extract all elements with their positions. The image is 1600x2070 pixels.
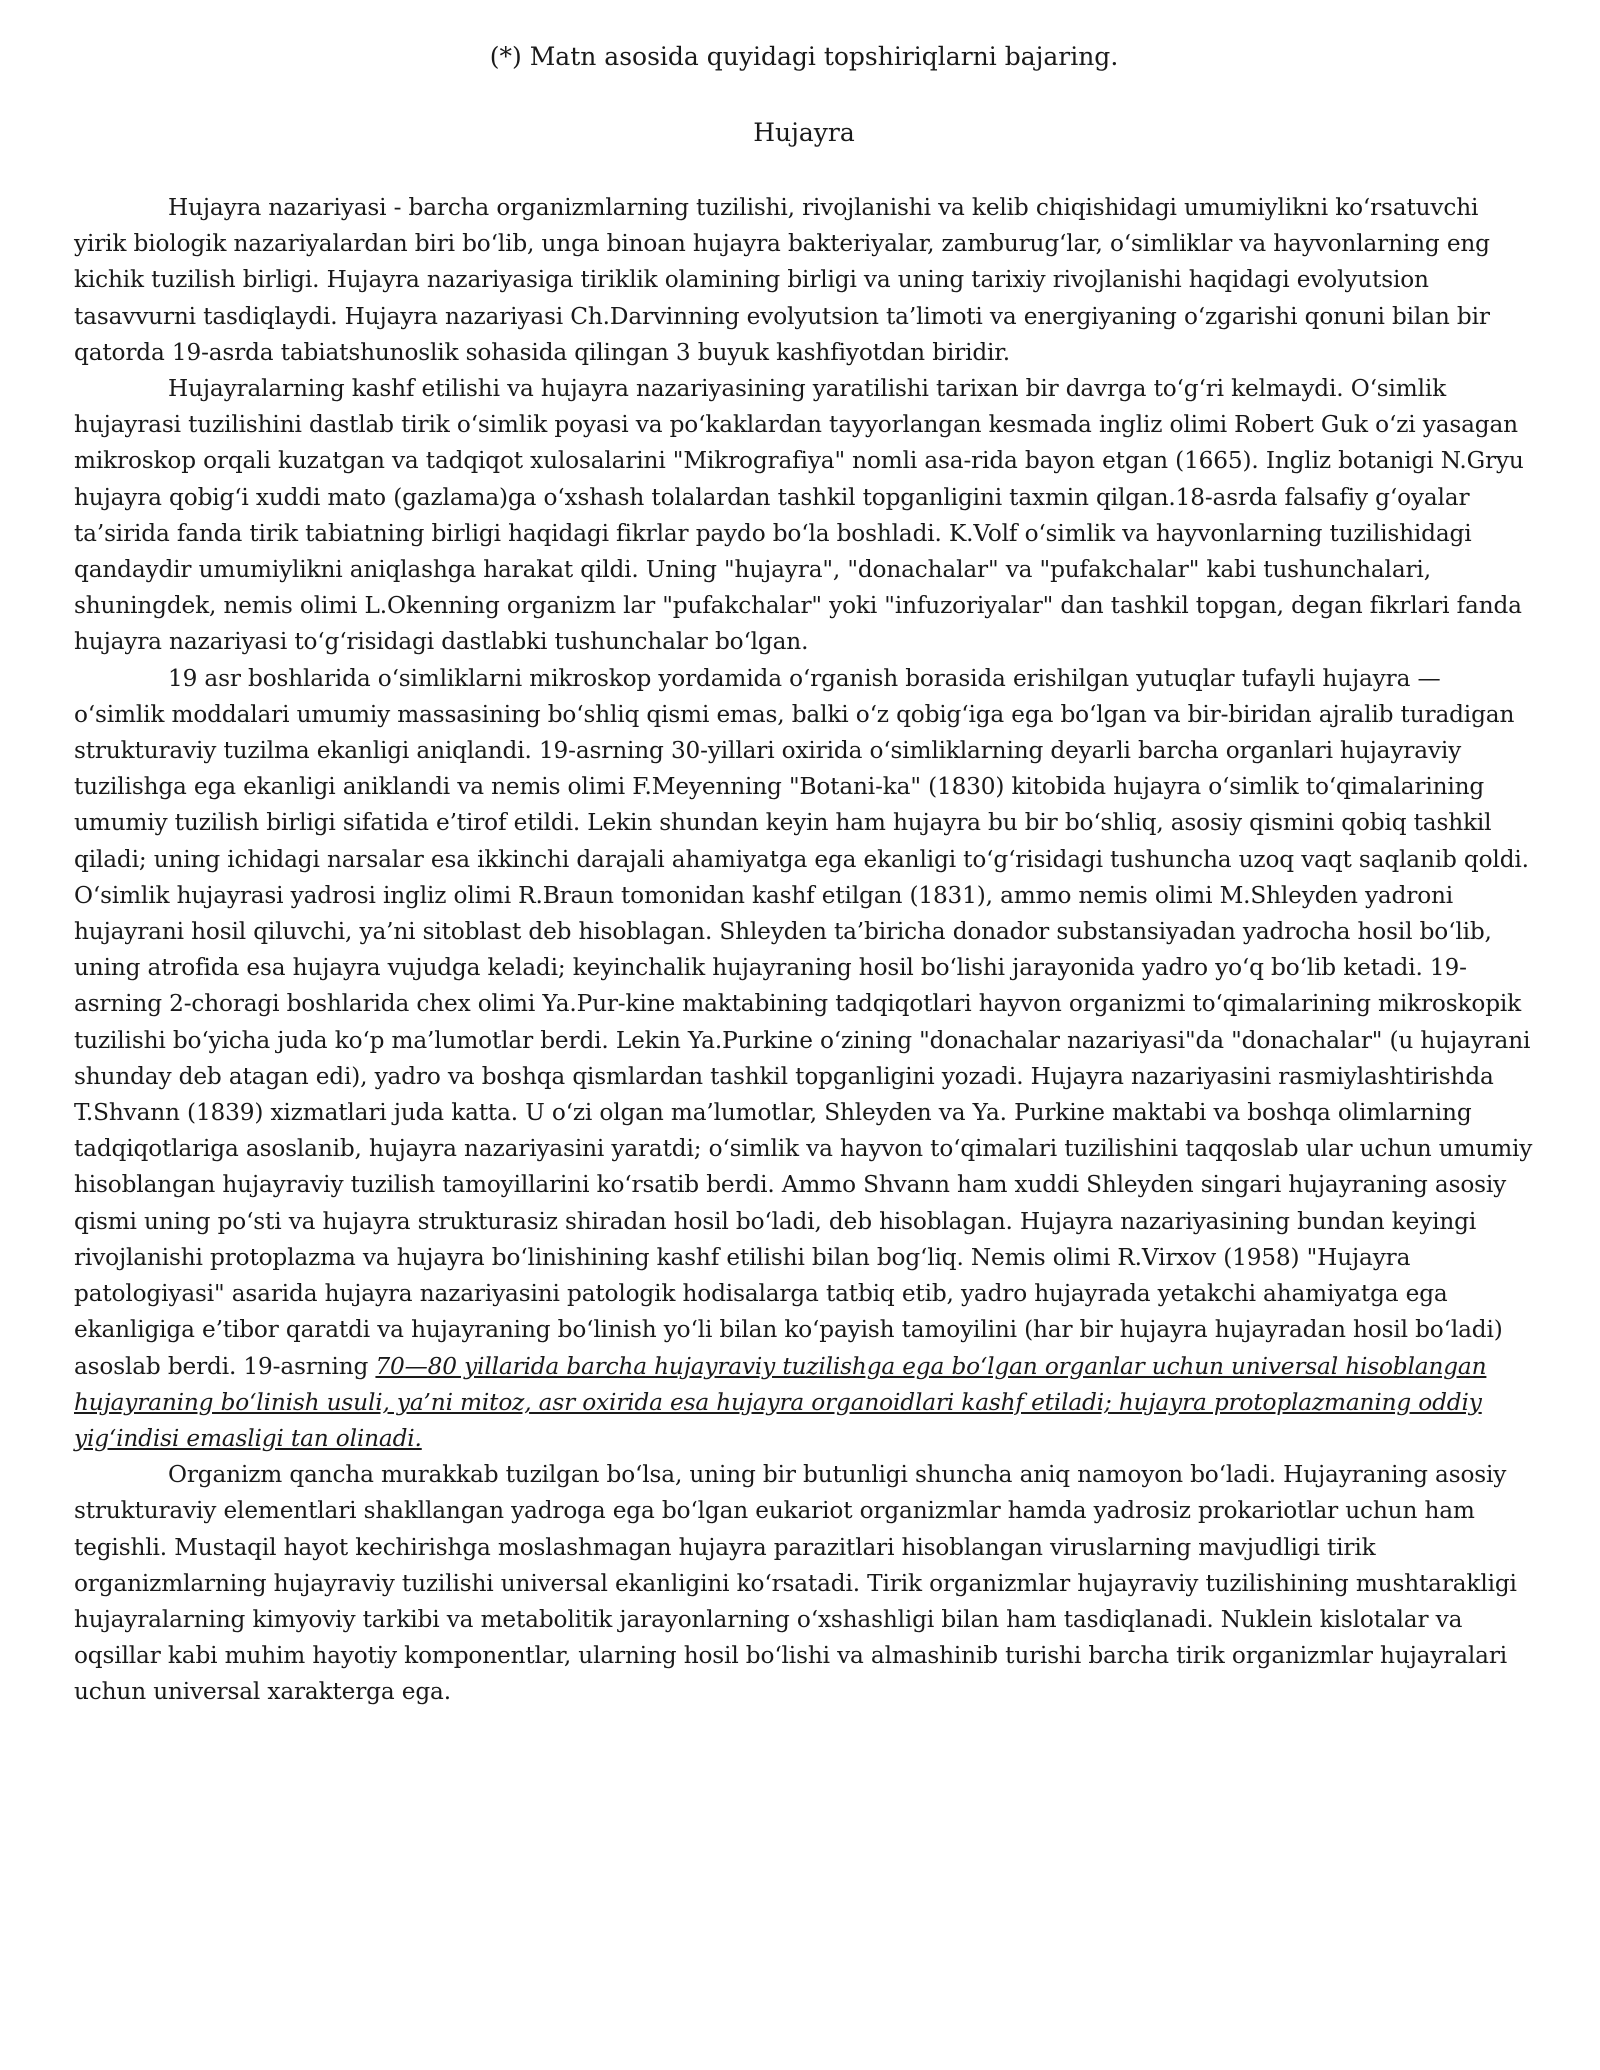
paragraph-1-text: Hujayra nazariyasi - barcha organizmlarning tuzilishi, rivojlanishi va kelib chiqishidagi umumiylikni ko‘rsatuvchi yirik biologik nazariyalardan biri bo‘lib, unga binoan hujayra bakteriyalar, zamburug‘lar, o‘simliklar va hayvonlarning eng kichik tuzilish birligi. Hujayra nazariyasiga tiriklik olamining birligi va uning tarixiy rivojlanishi haqidagi evolyutsion tasavvurni tasdiqlaydi. Hujayra nazariyasi Ch.Darvinning evolyutsion ta’limoti va energiyaning o‘zgarishi qonuni bilan bir qatorda 19-asrda tabiatshunoslik sohasida qilingan 3 buyuk kashfiyotdan biridir. bbox=[74, 194, 1490, 366]
document-page bbox=[74, 38, 1534, 1711]
document-title: Hujayra bbox=[753, 118, 855, 147]
paragraph-2 bbox=[74, 371, 1534, 661]
paragraph-4-text: Organizm qancha murakkab tuzilgan bo‘lsa, uning bir butunligi shuncha aniq namoyon bo‘ladi. Hujayraning asosiy strukturaviy elementlari shakllangan yadroga ega bo‘lgan eukariot organizmlar hamda yadrosiz prokariotlar uchun ham tegishli. Mustaqil hayot kechirishga moslashmagan hujayra parazitlari hisoblangan viruslarning mavjudligi tirik organizmlarning hujayraviy tuzilishi universal ekanligini ko‘rsatadi. Tirik organizmlar hujayraviy tuzilishining mushtarakligi hujayralarning kimyoviy tarkibi va metabolitik jarayonlarning o‘xshashligi bilan ham tasdiqlanadi. Nuklein kislotalar va oqsillar kabi muhim hayotiy komponentlar, ularning hosil bo‘lishi va almashinib turishi barcha tirik organizmlar hujayralari uchun universal xarakterga ega. bbox=[74, 1461, 1517, 1706]
paragraph-3 bbox=[74, 661, 1534, 1457]
paragraph-2-text: Hujayralarning kashf etilishi va hujayra nazariyasining yaratilishi tarixan bir davrga to‘g‘ri kelmaydi. O‘simlik hujayrasi tuzilishini dastlab tirik o‘simlik poyasi va po‘kaklardan tayyorlangan kesmada ingliz olimi Robert Guk o‘zi yasagan mikroskop orqali kuzatgan va tadqiqot xulosalarini "Mikrografiya" nomli asa-rida bayon etgan (1665). Ingliz botanigi N.Gryu hujayra qobig‘i xuddi mato (gazlama)ga o‘xshash tolalardan tashkil topganligini taxmin qilgan.18-asrda falsafiy g‘oyalar ta’sirida fanda tirik tabiatning birligi haqidagi fikrlar paydo bo‘la boshladi. K.Volf o‘simlik va hayvonlarning tuzilishidagi qandaydir umumiylikni aniqlashga harakat qildi. Uning "hujayra", "donachalar" va "pufakchalar" kabi tushunchalari, shuningdek, nemis olimi L.Okenning organizm lar "pufakchalar" yoki "infuzoriyalar" dan tashkil topgan, degan fikrlari fanda hujayra nazariyasi to‘g‘risidagi dastlabki tushunchalar bo‘lgan. bbox=[74, 375, 1524, 656]
highlighted-passage: 70—80 yillarida barcha hujayraviy tuzilishga ega bo‘lgan organlar uchun universal hisoblangan hujayraning bo‘linish usuli, ya’ni mitoz, asr oxirida esa hujayra organoidlari kashf etiladi; hujayra protoplazmaning oddiy yig‘indisi emasligi tan olinadi. bbox=[74, 1352, 1487, 1452]
paragraph-4 bbox=[74, 1457, 1534, 1710]
paragraph-3-text: 19 asr boshlarida o‘simliklarni mikroskop yordamida o‘rganish borasida erishilgan yutuqlar tufayli hujayra — o‘simlik moddalari umumiy massasining bo‘shliq qismi emas, balki o‘z qobig‘iga ega bo‘lgan va bir-biridan ajralib turadigan strukturaviy tuzilma ekanligi aniqlandi. 19-asrning 30-yillari oxirida o‘simliklarning deyarli barcha organlari hujayraviy tuzilishga ega ekanligi aniklandi va nemis olimi F.Meyenning "Botani-ka" (1830) kitobida hujayra o‘simlik to‘qimalarining umumiy tuzilish birligi sifatida e’tirof etildi. Lekin shundan keyin ham hujayra bu bir bo‘shliq, asosiy qismini qobiq tashkil qiladi; uning ichidagi narsalar esa ikkinchi darajali ahamiyatga ega ekanligi to‘g‘risidagi tushuncha uzoq vaqt saqlanib qoldi. O‘simlik hujayrasi yadrosi ingliz olimi R.Braun tomonidan kashf etilgan (1831), ammo nemis olimi M.Shleyden yadroni hujayrani hosil qiluvchi, ya’ni sitoblast deb hisoblagan. Shleyden ta’biricha donador substansiyadan yadrocha hosil bo‘lib, uning atrofida esa hujayra vujudga keladi; keyinchalik hujayraning hosil bo‘lishi jarayonida yadro yo‘q bo‘lib ketadi. 19-asrning 2-choragi boshlarida chex olimi Ya.Pur-kine maktabining tadqiqotlari hayvon organizmi to‘qimalarining mikroskopik tuzilishi bo‘yicha juda ko‘p ma’lumotlar berdi. Lekin Ya.Purkine o‘zining "donachalar nazariyasi"da "donachalar" (u hujayrani shunday deb atagan edi), yadro va boshqa qismlardan tashkil topganligini yozadi. Hujayra nazariyasini rasmiylashtirishda T.Shvann (1839) xizmatlari juda katta. U o‘zi olgan ma’lumotlar, Shleyden va Ya. Purkine maktabi va boshqa olimlarning tadqiqotlariga asoslanib, hujayra nazariyasini yaratdi; o‘simlik va hayvon to‘qimalari tuzilishini taqqoslab ular uchun umumiy hisoblangan hujayraviy tuzilish tamoyillarini ko‘rsatib berdi. Ammo Shvann ham xuddi Shleyden singari hujayraning asosiy qismi uning po‘sti va hujayra strukturasiz shiradan hosil bo‘ladi, deb hisoblagan. Hujayra nazariyasining bundan keyingi rivojlanishi protoplazma va hujayra bo‘linishining kashf etilishi bilan bog‘liq. Nemis olimi R.Virxov (1958) "Hujayra patologiyasi" asarida hujayra nazariyasini patologik hodisalarga tatbiq etib, yadro hujayrada yetakchi ahamiyatga ega ekanligiga e’tibor qaratdi va hujayraning bo‘linish yo‘li bilan ko‘payish tamoyilini (har bir hujayra hujayradan hosil bo‘ladi) asoslab berdi. 19-asrning bbox=[74, 664, 1533, 1380]
paragraph-1 bbox=[74, 190, 1534, 371]
task-instruction: (*) Matn asosida quyidagi topshiriqlarni bajaring. bbox=[489, 42, 1119, 71]
